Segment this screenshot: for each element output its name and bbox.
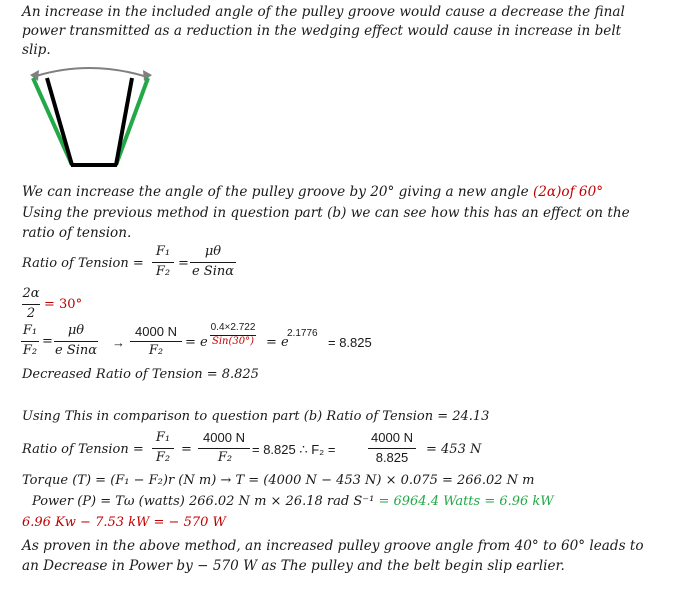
comparison-line: Using This in comparison to question part (b) Ratio of Tension = 24.13 — [22, 409, 490, 424]
power-line: Power (P) = Tω (watts) 266.02 N m × 26.18 rad S⁻¹ = 6964.4 Watts = 6.96 kW — [32, 494, 554, 509]
torque-line: Torque (T) = (F₁ − F₂)r (N m) → T = (4000 N − 453 N) × 0.075 = 266.02 N m — [22, 473, 535, 488]
intro-line-1: An increase in the included angle of the pulley groove would cause a decrease the final — [22, 4, 625, 20]
intro-line-2: power transmitted as a reduction in the wedging effect would cause in increase in belt — [22, 23, 622, 39]
decreased-ratio-line: Decreased Ratio of Tension = 8.825 — [22, 367, 259, 382]
conclusion-line-2: an Decrease in Power by − 570 W as The pulley and the belt begin slip earlier. — [22, 558, 565, 574]
para1-line-2: Using the previous method in question part (b) we can see how this has an effect on the — [22, 205, 630, 221]
groove-wall-right-new — [116, 78, 148, 165]
para1-line-1: We can increase the angle of the pulley groove by 20° giving a new angle (2α)of 60° — [22, 184, 604, 200]
conclusion-line-1: As proven in the above method, an increased pulley groove angle from 40° to 60° leads to — [22, 538, 644, 554]
para1-line-3: ratio of tension. — [22, 225, 132, 241]
pulley-groove-diagram — [26, 62, 160, 170]
groove-wall-right-old — [116, 78, 132, 165]
intro-line-3: slip. — [22, 42, 51, 58]
angle-arc — [36, 68, 144, 76]
power-difference-line: 6.96 Kw − 7.53 kW = − 570 W — [22, 515, 226, 530]
